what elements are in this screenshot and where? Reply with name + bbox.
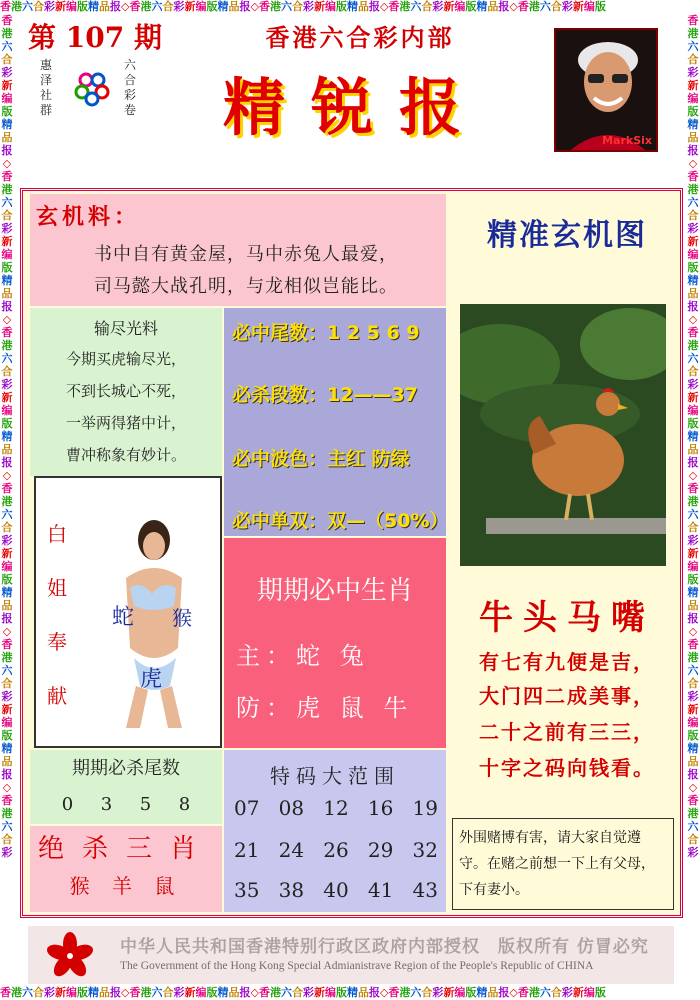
portrait-photo bbox=[554, 28, 658, 152]
special-number: 19 bbox=[412, 796, 438, 820]
gambling-notice: 外围赌博有害，请大家自觉遵守。在赌之前想一下上有父母，下有妻小。 bbox=[452, 818, 674, 910]
bottom-ticker: 香港六合彩新编版精品报◇香港六合彩新编版精品报◇香港六合彩新编版精品报◇香港六合彩新编版精品报◇香港六合彩新编版 bbox=[0, 986, 606, 999]
photo-caption-char: 白 bbox=[47, 522, 67, 546]
special-number: 16 bbox=[367, 796, 394, 820]
special-number: 35 bbox=[234, 878, 260, 902]
marksix-brand: MarkSix bbox=[602, 134, 652, 147]
lottery-logo-icon bbox=[72, 68, 112, 108]
zodiac-title: 期期必中生肖 bbox=[256, 576, 413, 606]
kill-tail-number: 8 bbox=[178, 794, 191, 815]
poem-line: 十字之码向钱看。 bbox=[479, 756, 655, 780]
special-number: 40 bbox=[323, 878, 349, 902]
kill-tail-numbers bbox=[30, 794, 222, 815]
must-segment: 必杀段数：12——37 bbox=[232, 384, 418, 406]
left-vertical-label: 惠泽社群 bbox=[39, 58, 52, 117]
must-wave: 必中波色：主红 防绿 bbox=[232, 448, 410, 470]
must-oddeven: 必中单双：双—（50%） bbox=[232, 510, 449, 532]
photo-word-snake: 蛇 bbox=[112, 605, 135, 630]
lose-line: 曹冲称象有妙计。 bbox=[65, 446, 186, 464]
special-number: 08 bbox=[278, 796, 305, 820]
special-number: 21 bbox=[234, 838, 260, 862]
kill-tail-number: 5 bbox=[139, 794, 152, 815]
lose-line: 今期买虎输尽光， bbox=[65, 350, 186, 368]
photo-word-monkey: 猴 bbox=[172, 606, 192, 630]
page-title: 精锐报 bbox=[222, 71, 487, 144]
hen-photo bbox=[460, 304, 666, 566]
lose-line: 一举两得猪中计， bbox=[65, 414, 186, 432]
zodiac-guard: 防：虎 鼠 牛 bbox=[236, 694, 414, 722]
poem-line: 有七有九便是吉， bbox=[479, 650, 655, 674]
bauhinia-emblem-icon bbox=[44, 930, 96, 982]
photo-caption-char: 姐 bbox=[47, 576, 67, 600]
kill-tail-number: 3 bbox=[100, 794, 113, 815]
right-title: 精准玄机图 bbox=[487, 218, 647, 253]
poem-line: 大门四二成美事， bbox=[479, 684, 655, 708]
riddle-line-1: 书中自有黄金屋，马中赤兔人最爱， bbox=[94, 244, 398, 265]
hen-icon bbox=[460, 304, 666, 566]
right-vertical-label: 六合彩卷 bbox=[123, 58, 136, 117]
special-row bbox=[234, 796, 438, 820]
issue-number: 第 107 期 bbox=[28, 21, 162, 54]
left-ticker: 香港六合彩新编版精品报◇香港六合彩新编版精品报◇香港六合彩新编版精品报◇香港六合彩新编版精品报◇香港六合彩新编版精品报◇香港六合彩 bbox=[1, 14, 13, 859]
special-row bbox=[234, 838, 438, 862]
must-tail: 必中尾数：1 2 5 6 9 bbox=[232, 322, 420, 344]
top-ticker: 香港六合彩新编版精品报◇香港六合彩新编版精品报◇香港六合彩新编版精品报◇香港六合彩新编版精品报◇香港六合彩新编版 bbox=[0, 0, 606, 13]
footer-chinese: 中华人民共和国香港特别行政区政府内部授权 版权所有 仿冒必究 bbox=[120, 937, 649, 957]
poem-line: 二十之前有三三， bbox=[479, 720, 655, 744]
special-number: 41 bbox=[367, 878, 394, 902]
special-number: 12 bbox=[323, 796, 349, 820]
special-number: 32 bbox=[412, 838, 438, 862]
special-range-title: 特码大范围 bbox=[270, 764, 400, 788]
photo-caption-char: 献 bbox=[47, 684, 67, 708]
supertitle: 香港六合彩内部 bbox=[265, 23, 455, 52]
lose-title: 输尽光料 bbox=[93, 319, 158, 338]
kill-three-title: 绝杀三肖 bbox=[37, 834, 214, 864]
riddle-line-2: 司马懿大战孔明，与龙相似岂能比。 bbox=[94, 276, 398, 297]
special-number: 29 bbox=[367, 838, 394, 862]
special-number: 26 bbox=[323, 838, 349, 862]
special-number: 07 bbox=[234, 796, 260, 820]
right-ticker: 香港六合彩新编版精品报◇香港六合彩新编版精品报◇香港六合彩新编版精品报◇香港六合彩新编版精品报◇香港六合彩新编版精品报◇香港六合彩 bbox=[687, 14, 699, 859]
photo-caption-char: 奉 bbox=[47, 630, 67, 654]
special-number: 43 bbox=[412, 878, 438, 902]
kill-tail-number: 0 bbox=[61, 794, 74, 815]
lose-line: 不到长城心不死， bbox=[65, 382, 186, 400]
special-row bbox=[234, 878, 438, 902]
right-subtitle: 牛头马嘴 bbox=[479, 598, 655, 638]
zodiac-main: 主：蛇 兔 bbox=[236, 642, 370, 670]
special-number: 24 bbox=[278, 838, 305, 862]
kill-tail-title: 期期必杀尾数 bbox=[72, 758, 180, 779]
photo-word-tiger: 虎 bbox=[140, 667, 163, 692]
special-number: 38 bbox=[278, 878, 305, 902]
kill-three-animals: 猴 羊 鼠 bbox=[69, 874, 183, 898]
footer-english: The Government of the Hong Kong Special Admianistrave Region of the People's Republic of CHINA bbox=[120, 960, 594, 972]
riddle-title: 玄机料： bbox=[36, 204, 141, 230]
